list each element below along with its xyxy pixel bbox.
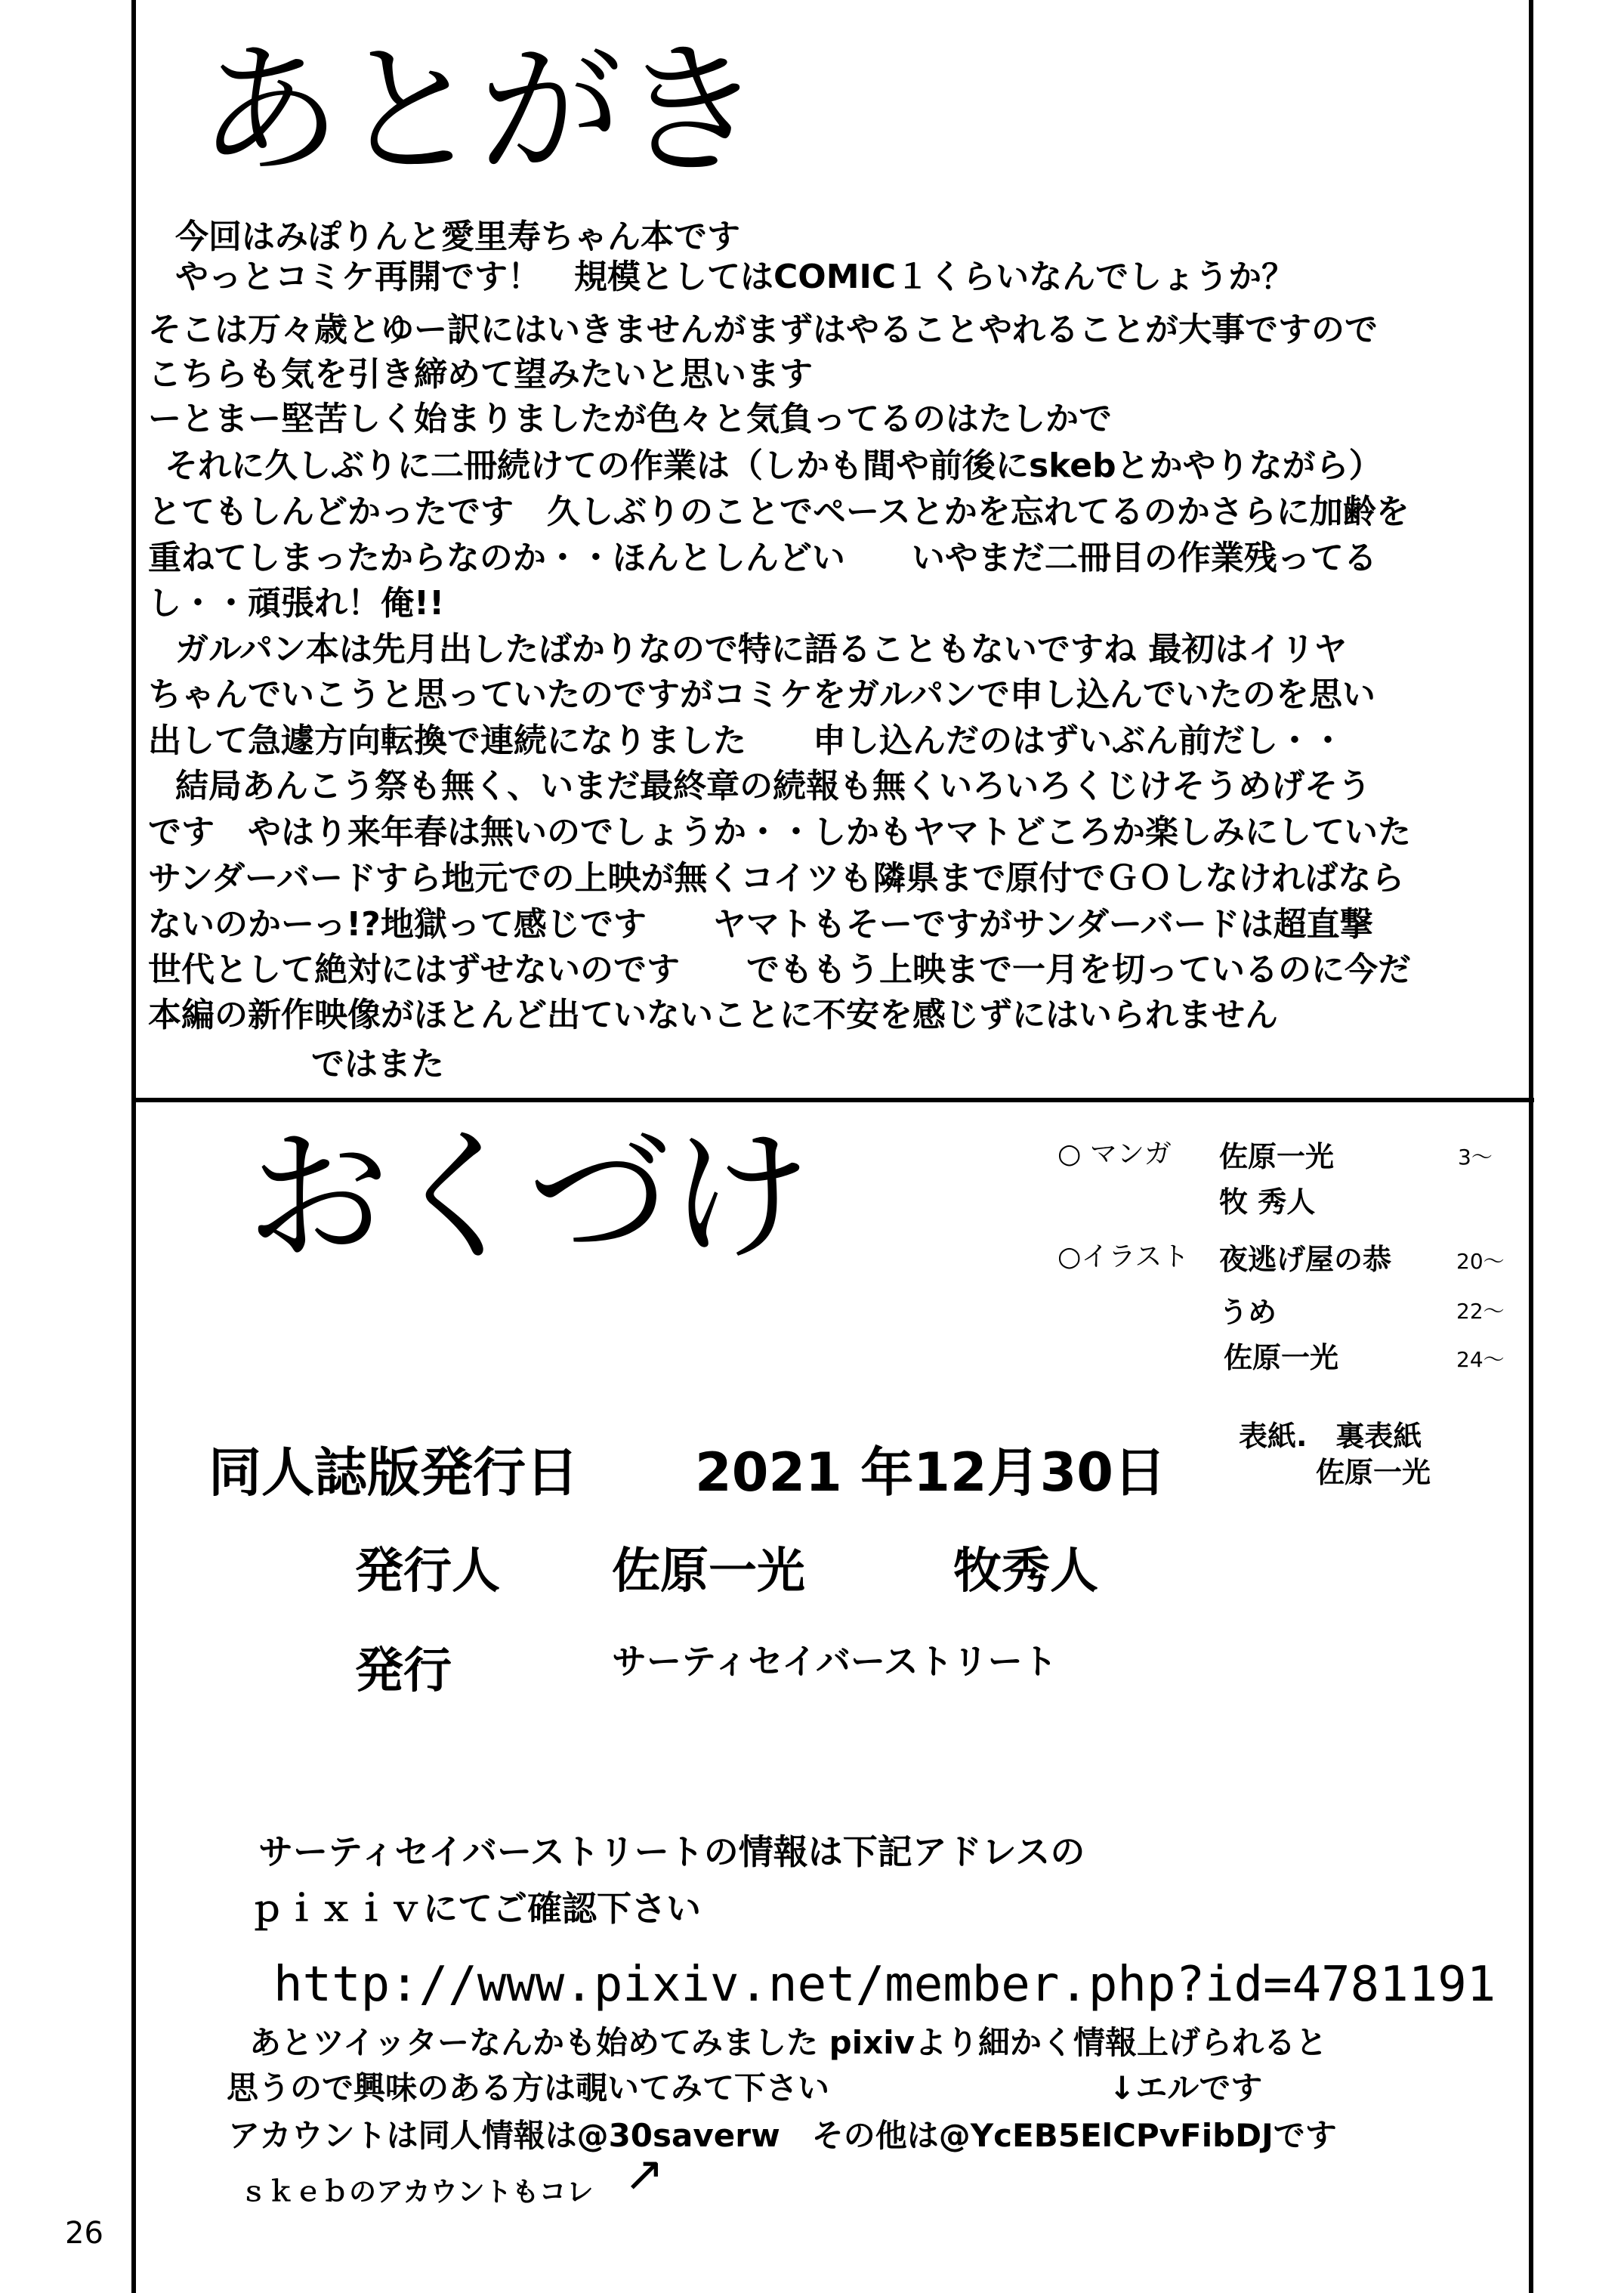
afterword-line: ガルパン本は先月出したばかりなので特に語ることもないですね 最初はイリヤ: [175, 630, 1348, 669]
afterword-line: ーとまー堅苦しく始まりましたが色々と気負ってるのはたしかで: [148, 400, 1112, 438]
credit-cover-name: 佐原一光: [1316, 1456, 1431, 1489]
afterword-line: とてもしんどかったです 久しぶりのことでペースとかを忘れてるのかさらに加齢を: [148, 493, 1409, 531]
afterword-line: 今回はみぽりんと愛里寿ちゃん本です: [175, 218, 740, 256]
afterword-line: ちゃんでいこうと思っていたのですがコミケをガルパンで申し込んでいたのを思い: [148, 675, 1375, 714]
afterword-line: 世代として絶対にはずせないのです でももう上映まで一月を切っているのに今だ: [148, 950, 1411, 989]
credit-manga-name: 牧 秀人: [1219, 1185, 1316, 1219]
publication-date-label: 同人誌版発行日: [208, 1442, 579, 1503]
page-number: 26: [65, 2216, 103, 2251]
arrow-icon: ↗: [624, 2146, 665, 2202]
afterword-line: です やはり来年春は無いのでしょうか・・しかもヤマトどころか楽しみにしていた: [148, 813, 1411, 851]
info-line: サーティセイバーストリートの情報は下記アドレスの: [258, 1831, 1085, 1872]
afterword-line: 重ねてしまったからなのか・・ほんとしんどい いやまだ二冊目の作業残ってる: [148, 539, 1377, 577]
publication-date-value: 2021 年12月30日: [695, 1442, 1167, 1503]
colophon-title: おくづけ: [246, 1114, 809, 1281]
section-divider: [133, 1098, 1534, 1102]
twitter-note-line: あとツイッターなんかも始めてみました pixivより細かく情報上げられると: [249, 2024, 1328, 2061]
afterword-line: 出して急遽方向転換で連続になりました 申し込んだのはずいぶん前だし・・: [148, 722, 1345, 760]
credit-illust-page: 20～: [1456, 1249, 1505, 1274]
issuer-label: 発行: [355, 1643, 452, 1699]
publisher-label: 発行人: [355, 1544, 500, 1599]
credit-cover-label: 表紙. 裏表紙: [1239, 1420, 1422, 1453]
credit-illust-name: 夜逃げ屋の恭: [1219, 1243, 1392, 1276]
pixiv-url-link[interactable]: http://www.pixiv.net/member.php?id=4781191: [273, 1957, 1496, 2013]
right-border: [1529, 0, 1533, 2293]
credit-manga-label: ○ マンガ: [1057, 1139, 1172, 1170]
credit-illust-page: 24～: [1456, 1347, 1505, 1372]
skeb-note: ｓｋｅｂのアカウントもコレ: [240, 2177, 594, 2208]
credit-illust-label: ○イラスト: [1057, 1241, 1190, 1272]
info-line: ｐｉｘｉｖにてご確認下さい: [249, 1888, 701, 1929]
credit-illust-name: うめ: [1219, 1296, 1277, 1329]
publisher-name: 牧秀人: [953, 1544, 1098, 1599]
afterword-line: ないのかーっ!?地獄って感じです ヤマトもそーですがサンダーバードは超直撃: [148, 905, 1373, 944]
publisher-name: 佐原一光: [612, 1544, 805, 1599]
afterword-line: そこは万々歳とゆー訳にはいきませんがまずはやることやれることが大事ですので: [148, 311, 1378, 349]
afterword-line: やっとコミケ再開です！ 規模としてはCOMIC１くらいなんでしょうか？: [175, 258, 1295, 296]
twitter-arrow-note: ↓エルです: [1109, 2069, 1263, 2106]
afterword-line: それに久しぶりに二冊続けての作業は（しかも間や前後にskebとかやりながら）: [165, 447, 1382, 485]
credit-illust-page: 22～: [1456, 1299, 1505, 1324]
afterword-closing: ではまた: [311, 1045, 444, 1083]
issuer-name: サーティセイバーストリート: [612, 1641, 1057, 1682]
afterword-line: こちらも気を引き締めて望みたいと思います: [148, 355, 813, 394]
twitter-note-line: 思うので興味のある方は覗いてみて下さい: [227, 2069, 830, 2106]
afterword-line: サンダーバードすら地元での上映が無くコイツも隣県まで原付でＧＯしなければなら: [148, 859, 1405, 898]
left-border: [131, 0, 136, 2293]
twitter-accounts-line: アカウントは同人情報は@30saverw その他は@YcEB5ElCPvFibDJです: [228, 2117, 1337, 2154]
afterword-line: し・・頑張れ！俺!!: [148, 584, 445, 623]
credit-manga-name: 佐原一光: [1219, 1140, 1335, 1173]
credit-manga-page: 3～: [1458, 1145, 1493, 1170]
credit-illust-name: 佐原一光: [1224, 1341, 1339, 1374]
afterword-title: あとがき: [198, 27, 761, 194]
afterword-line: 結局あんこう祭も無く、いまだ最終章の続報も無くいろいろくじけそうめげそう: [175, 767, 1372, 805]
afterword-line: 本編の新作映像がほとんど出ていないことに不安を感じずにはいられません: [148, 996, 1278, 1034]
